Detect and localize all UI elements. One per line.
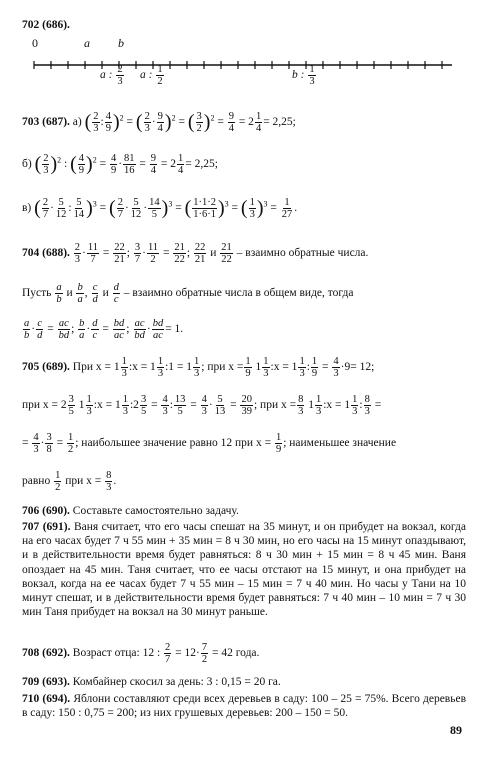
problem-704-line1: 704 (688). $\frac{2}{3}$ · $\frac{11}{7}$ = $\frac{22}{21}$ ; $\frac{3}{7}$ · $\frac{11}{2}$ = $\frac{21}{22}$ ; $\frac{22}{21}$ и $\frac{21}{22}$ – взаимно обратные числа. <box>22 242 369 266</box>
label-b-div-1-3: b : $\frac{1}{3}$ <box>292 64 315 88</box>
number-line <box>22 36 462 96</box>
problem-705-line1: 705 (689). При x = 1 $\frac{1}{3}$ :x = 1 $\frac{1}{3}$ :1 = 1 $\frac{1}{3}$ ; при x = $\frac{1}{9}$ 1 $\frac{1}{3}$ :x = 1 $\frac{1}{3}$ : $\frac{1}{9}$ = $\frac{4}{3}$ ·9= 12; <box>22 356 375 380</box>
problem-705-line4: равно $\frac{1}{2}$ при x = $\frac{8}{3}$ . <box>22 470 117 494</box>
problem-709: 709 (693). Комбайнер скосил за день: 3 : 0,15 = 20 га. <box>22 676 281 688</box>
problem-707: 707 (691). Ваня считает, что его часы спешат на 35 минут, и он прибудет на вокзал, когда на его часах будет 7 ч 55 мин + 35 мин = 8 ч 30 мин, но его часы на 15 минут опаздывают, и в действительности время будет равняться: 8 ч 30 мин + 15 мин = 8 ч 45 мин. Ваня опоздает на 45 мин. Таня считает, что ее часы отстают на 15 минут, и она прибудет на вокзал, когда на ее часах будет 7 ч 55 мин – 15 мин = 7 ч 40 мин. Но часы у Тани на 10 минут спешат, и в действительности время будет равняться: 7 ч 40 мин – 10 мин = 7 ч 30 мин Таня прибудет на вокзал на 30 минут раньше. <box>22 521 466 619</box>
problem-703a: 703 (687). а) ( $\frac{2}{3}$ : $\frac{4}{9}$ )$^2$ = ( $\frac{2}{3}$ · $\frac{9}{4}$ )$^2$ = ( $\frac{3}{2}$ )$^2$ = $\frac{9}{4}$ = 2 $\frac{1}{4}$ = 2,25; <box>22 110 296 134</box>
label-a: a <box>84 36 90 50</box>
problem-702-heading: 702 (686). <box>22 19 70 31</box>
problem-705-line2: при x = 2 $\frac{3}{5}$ 1 $\frac{1}{3}$ :x = 1 $\frac{1}{3}$ :2 $\frac{3}{5}$ = $\frac{4}{3}$ : $\frac{13}{5}$ = $\frac{4}{3}$ · $\frac{5}{13}$ = $\frac{20}{39}$ ; при x = $\frac{8}{3}$ 1 $\frac{1}{3}$ :x = 1 $\frac{1}{3}$ : $\frac{8}{3}$ = <box>22 394 382 418</box>
problem-703c: в) ( $\frac{2}{7}$ · $\frac{5}{12}$ : $\frac{5}{14}$ )$^3$ = ( $\frac{2}{7}$ · $\frac{5}{12}$ · $\frac{14}{5}$ )$^3$ = ( $\frac{1\cdot 1\cdot 2}{1\cdot 6\cdot 1}$ )$^3$ = ( $\frac{1}{3}$ )$^3$ = $\frac{1}{27}$ . <box>22 196 298 220</box>
problem-704-line2: Пусть $\frac{a}{b}$ и $\frac{b}{a}$ , $\frac{c}{d}$ и $\frac{d}{c}$ – взаимно обратные числа в общем виде, тогда <box>22 282 354 306</box>
label-a-div-2-3: a : $\frac{2}{3}$ <box>100 64 123 88</box>
problem-705-line3: = $\frac{4}{3}$ · $\frac{3}{8}$ = $\frac{1}{2}$ ; наибольшее значение равно 12 при x = $\frac{1}{9}$ ; наименьшее значение <box>22 432 397 456</box>
page-number: 89 <box>450 723 462 737</box>
problem-706: 706 (690). Составьте самостоятельно задачу. <box>22 505 239 517</box>
number-line-axis <box>22 50 462 80</box>
problem-708: 708 (692). Возраст отца: 12 : $\frac{2}{7}$ = 12· $\frac{7}{2}$ = 42 года. <box>22 642 260 666</box>
label-b: b <box>118 36 124 50</box>
label-zero: 0 <box>32 36 38 50</box>
problem-704-line3: $\frac{a}{b}$ · $\frac{c}{d}$ = $\frac{ac}{bd}$ ; $\frac{b}{a}$ · $\frac{d}{c}$ = $\frac{bd}{ac}$ ; $\frac{ac}{bd}$ · $\frac{bd}{ac}$ = 1. <box>24 318 184 342</box>
problem-710: 710 (694). Яблони составляют среди всех деревьев в саду: 100 – 25 = 75%. Всего деревьев в саду: 150 : 0,75 = 200; из них грушевых деревьев: 200 – 150 = 50. <box>22 693 467 720</box>
label-a-div-1-2: a : $\frac{1}{2}$ <box>140 64 163 88</box>
problem-703b: б) ( $\frac{2}{3}$ )$^2$ : ( $\frac{4}{9}$ )$^2$ = $\frac{4}{9}$ · $\frac{81}{16}$ = $\frac{9}{4}$ = 2 $\frac{1}{4}$ = 2,25; <box>22 152 218 176</box>
